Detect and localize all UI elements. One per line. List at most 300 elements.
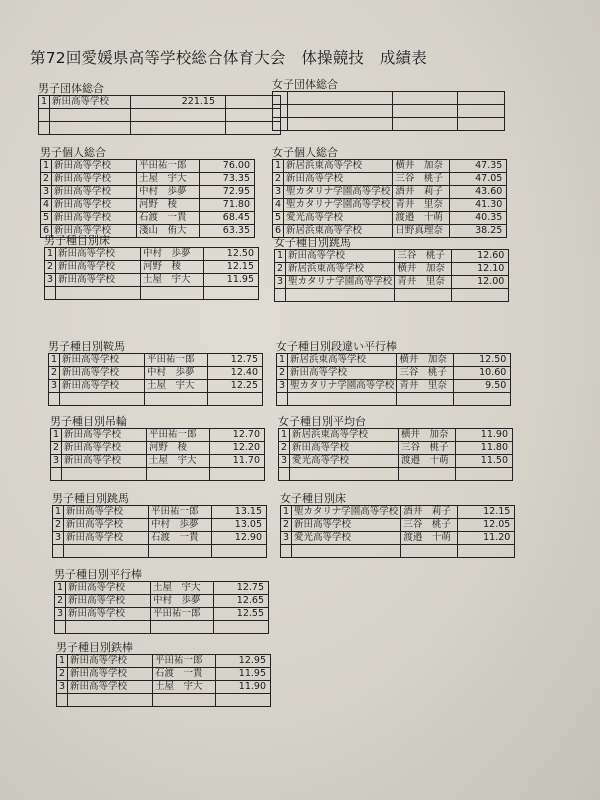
table-row [41,212,255,225]
empty-cell [458,105,505,118]
athlete-cell: 土屋 宇大 [141,274,204,287]
empty-cell [458,92,505,105]
table-row [39,122,281,135]
athlete-cell: 青井 里奈 [395,276,452,289]
athlete-cell: 横井 加奈 [397,354,454,367]
school-cell: 新田高等学校 [68,681,153,694]
male-event-section [48,340,263,406]
empty-cell [275,289,286,302]
table-row [279,468,513,481]
section-heading: 女子種目別平均台 [278,415,366,428]
empty-cell [393,92,458,105]
empty-cell [204,287,259,300]
empty-cell [131,109,226,122]
athlete-cell: 平田祐一郎 [145,354,208,367]
athlete-cell: 三谷 桃子 [393,173,450,186]
rank-cell: 3 [51,455,62,468]
empty-cell [273,92,288,105]
rank-cell: 2 [49,367,60,380]
athlete-cell: 土屋 宇大 [147,455,210,468]
table-row [41,173,255,186]
empty-cell [149,545,212,558]
school-cell: 新田高等学校 [288,367,397,380]
school-cell: 新田高等学校 [52,160,137,173]
empty-cell [292,545,401,558]
athlete-cell: 渡邉 十萌 [399,455,456,468]
score-cell: 12.95 [216,655,271,668]
empty-cell [60,393,145,406]
athlete-cell: 青井 里奈 [393,199,450,212]
table-row [279,442,513,455]
table-row [45,274,259,287]
section-heading: 男子種目別吊輪 [50,415,127,428]
empty-cell [458,545,515,558]
empty-cell [456,468,513,481]
empty-cell [145,393,208,406]
rank-cell: 2 [51,442,62,455]
empty-cell [401,545,458,558]
male-team-section [38,82,281,135]
school-cell: 新田高等学校 [52,199,137,212]
table-row [53,545,267,558]
empty-cell [39,109,50,122]
athlete-cell: 青井 里奈 [397,380,454,393]
athlete-cell: 酒井 莉子 [401,506,458,519]
score-cell: 11.20 [458,532,515,545]
rank-cell: 2 [277,367,288,380]
rank-cell: 3 [275,276,286,289]
score-cell: 11.95 [204,274,259,287]
rank-cell: 1 [49,354,60,367]
table-row [39,96,281,109]
results-table [52,505,267,558]
score-cell: 73.35 [200,173,255,186]
table-row [55,582,269,595]
table-row [57,694,271,707]
rank-cell: 3 [55,608,66,621]
table-row [273,186,507,199]
rank-cell: 2 [281,519,292,532]
table-row [277,393,511,406]
results-table [38,95,281,135]
female-event-section [272,146,507,238]
results-table [272,159,507,238]
empty-cell [458,118,505,131]
male-event-section [54,568,269,634]
table-row [45,248,259,261]
rank-cell: 2 [45,261,56,274]
table-row [279,455,513,468]
score-cell: 47.05 [450,173,507,186]
rank-cell: 2 [53,519,64,532]
rank-cell: 1 [57,655,68,668]
athlete-cell: 石渡 一貴 [137,212,200,225]
rank-cell: 2 [275,263,286,276]
school-cell: 新田高等学校 [60,367,145,380]
rank-cell: 5 [273,212,284,225]
table-row [273,92,505,105]
empty-cell [141,287,204,300]
results-table [44,247,259,300]
section-heading: 男子種目別跳馬 [52,492,129,505]
school-cell: 新田高等学校 [64,519,149,532]
school-cell: 新田高等学校 [62,455,147,468]
empty-cell [45,287,56,300]
rank-cell: 3 [277,380,288,393]
school-cell: 新田高等学校 [62,429,147,442]
male-event-section [44,234,259,300]
table-row [41,199,255,212]
empty-cell [57,694,68,707]
table-row [277,380,511,393]
female-team-section [272,78,505,131]
school-cell: 新田高等学校 [60,354,145,367]
rank-cell: 2 [41,173,52,186]
athlete-cell: 渡邉 十萌 [401,532,458,545]
empty-cell [288,393,397,406]
score-cell: 9.50 [454,380,511,393]
school-cell: 新田高等学校 [52,212,137,225]
empty-cell [49,393,60,406]
school-cell: 聖カタリナ学園高等学校 [284,199,393,212]
table-row [277,354,511,367]
score-cell: 12.15 [204,261,259,274]
school-cell: 新田高等学校 [284,173,393,186]
table-row [41,160,255,173]
score-cell: 11.80 [456,442,513,455]
empty-cell [50,122,131,135]
table-row [55,608,269,621]
score-cell: 12.50 [204,248,259,261]
male-event-section [40,146,255,238]
score-cell: 12.55 [214,608,269,621]
athlete-cell: 酒井 莉子 [393,186,450,199]
rank-cell: 4 [41,199,52,212]
school-cell: 新居浜東高等学校 [290,429,399,442]
empty-cell [273,105,288,118]
score-cell: 13.15 [212,506,267,519]
empty-cell [210,468,265,481]
athlete-cell: 渡邉 十萌 [393,212,450,225]
athlete-cell: 土屋 宇大 [151,582,214,595]
score-cell: 47.35 [450,160,507,173]
athlete-cell: 河野 稜 [137,199,200,212]
athlete-cell: 中村 歩夢 [145,367,208,380]
score-cell: 41.30 [450,199,507,212]
athlete-cell: 土屋 宇大 [145,380,208,393]
athlete-cell: 三谷 桃子 [395,250,452,263]
empty-cell [288,105,393,118]
empty-cell [212,545,267,558]
score-cell: 68.45 [200,212,255,225]
rank-cell: 2 [55,595,66,608]
table-row [273,199,507,212]
score-cell: 71.80 [200,199,255,212]
score-cell: 12.20 [210,442,265,455]
empty-cell [214,621,269,634]
results-table [50,428,265,481]
rank-cell: 3 [49,380,60,393]
athlete-cell: 河野 稜 [147,442,210,455]
school-cell: 聖カタリナ学園高等学校 [292,506,401,519]
athlete-cell: 石渡 一貴 [153,668,216,681]
school-cell: 新田高等学校 [56,261,141,274]
table-row [51,429,265,442]
table-row [45,287,259,300]
score-cell: 12.70 [210,429,265,442]
empty-cell [273,118,288,131]
rank-cell: 2 [57,668,68,681]
rank-cell: 1 [281,506,292,519]
empty-cell [68,694,153,707]
table-row [55,621,269,634]
athlete-cell: 中村 歩夢 [149,519,212,532]
empty-cell [153,694,216,707]
table-row [273,105,505,118]
table-row [281,519,515,532]
rank-cell: 3 [279,455,290,468]
table-row [55,595,269,608]
athlete-cell: 横井 加奈 [393,160,450,173]
results-table [272,91,505,131]
table-row [281,545,515,558]
athlete-cell: 中村 歩夢 [151,595,214,608]
table-row [49,380,263,393]
score-cell: 11.90 [456,429,513,442]
athlete-cell: 日野真理奈 [393,225,450,238]
empty-cell [393,118,458,131]
empty-cell [56,287,141,300]
score-cell: 12.90 [212,532,267,545]
rank-cell: 3 [53,532,64,545]
score-cell: 63.35 [200,225,255,238]
score-cell: 43.60 [450,186,507,199]
section-heading: 男子種目別平行棒 [54,568,142,581]
female-event-section [280,492,515,558]
empty-cell [286,289,395,302]
empty-cell [277,393,288,406]
athlete-cell: 土屋 宇大 [153,681,216,694]
school-cell: 新田高等学校 [286,250,395,263]
score-cell: 12.50 [454,354,511,367]
empty-cell [50,109,131,122]
score-cell: 40.35 [450,212,507,225]
rank-cell: 3 [281,532,292,545]
school-cell: 新田高等学校 [292,519,401,532]
school-cell: 新田高等学校 [64,532,149,545]
female-event-section [274,236,509,302]
score-cell: 12.15 [458,506,515,519]
empty-cell [64,545,149,558]
rank-cell: 6 [273,225,284,238]
score-cell: 10.60 [454,367,511,380]
table-row [275,289,509,302]
empty-cell [55,621,66,634]
score-cell: 12.60 [452,250,509,263]
section-heading: 女子種目別跳馬 [274,236,351,249]
empty-cell [151,621,214,634]
school-cell: 聖カタリナ学園高等学校 [284,186,393,199]
empty-cell [216,694,271,707]
table-row [273,173,507,186]
athlete-cell: 平田祐一郎 [151,608,214,621]
rank-cell: 6 [41,225,52,238]
page-title: 第72回愛媛県高等学校総合体育大会 体操競技 成績表 [30,49,427,67]
score-cell: 11.50 [456,455,513,468]
score-cell: 11.95 [216,668,271,681]
table-row [53,506,267,519]
rank-cell: 1 [55,582,66,595]
athlete-cell: 淺山 侑大 [137,225,200,238]
table-row [49,354,263,367]
section-heading: 女子団体総合 [272,78,338,91]
rank-cell: 3 [57,681,68,694]
school-cell: 愛光高等学校 [292,532,401,545]
section-heading: 男子種目別床 [44,234,110,247]
results-table [54,581,269,634]
empty-cell [454,393,511,406]
results-table [274,249,509,302]
athlete-cell: 平田祐一郎 [153,655,216,668]
score-cell: 76.00 [200,160,255,173]
athlete-cell: 土屋 宇大 [137,173,200,186]
school-cell: 新田高等学校 [64,506,149,519]
athlete-cell: 平田祐一郎 [137,160,200,173]
rank-cell: 1 [279,429,290,442]
table-row [281,532,515,545]
athlete-cell: 中村 歩夢 [141,248,204,261]
empty-cell [395,289,452,302]
rank-cell: 1 [51,429,62,442]
rank-cell: 4 [273,199,284,212]
table-row [51,468,265,481]
school-cell: 新田高等学校 [66,582,151,595]
section-heading: 男子団体総合 [38,82,104,95]
school-cell: 新居浜東高等学校 [284,225,393,238]
results-table [280,505,515,558]
score-cell: 12.00 [452,276,509,289]
school-cell: 新田高等学校 [52,186,137,199]
section-heading: 男子個人総合 [40,146,106,159]
table-row [39,109,281,122]
table-row [273,118,505,131]
rank-cell: 1 [53,506,64,519]
empty-cell [51,468,62,481]
empty-cell [147,468,210,481]
school-cell: 新田高等学校 [52,225,137,238]
table-row [41,186,255,199]
score-cell: 221.15 [131,96,226,109]
score-cell: 12.25 [208,380,263,393]
score-cell: 12.05 [458,519,515,532]
female-event-section [276,340,511,406]
score-cell: 12.40 [208,367,263,380]
table-row [279,429,513,442]
results-table [276,353,511,406]
school-cell: 新田高等学校 [68,655,153,668]
athlete-cell: 中村 歩夢 [137,186,200,199]
empty-cell [208,393,263,406]
athlete-cell: 三谷 桃子 [399,442,456,455]
rank-cell: 1 [41,160,52,173]
table-row [273,212,507,225]
table-row [57,655,271,668]
score-cell: 12.75 [214,582,269,595]
male-event-section [50,415,265,481]
table-row [53,532,267,545]
empty-cell [399,468,456,481]
empty-cell [66,621,151,634]
empty-cell [279,468,290,481]
empty-cell [131,122,226,135]
results-table [278,428,513,481]
school-cell: 新田高等学校 [56,274,141,287]
table-row [51,455,265,468]
athlete-cell: 河野 稜 [141,261,204,274]
table-row [45,261,259,274]
school-cell: 新田高等学校 [66,595,151,608]
empty-cell [62,468,147,481]
athlete-cell: 三谷 桃子 [401,519,458,532]
table-row [281,506,515,519]
school-cell: 新田高等学校 [60,380,145,393]
rank-cell: 3 [45,274,56,287]
score-cell: 72.95 [200,186,255,199]
score-cell: 13.05 [212,519,267,532]
school-cell: 愛光高等学校 [284,212,393,225]
table-row [49,393,263,406]
table-row [275,263,509,276]
empty-cell [288,92,393,105]
school-cell: 聖カタリナ学園高等学校 [288,380,397,393]
rank-cell: 5 [41,212,52,225]
male-event-section [52,492,267,558]
school-cell: 新田高等学校 [66,608,151,621]
rank-cell: 2 [273,173,284,186]
results-table [56,654,271,707]
school-cell: 新田高等学校 [52,173,137,186]
table-row [275,276,509,289]
score-cell: 11.90 [216,681,271,694]
empty-cell [53,545,64,558]
athlete-cell: 平田祐一郎 [147,429,210,442]
school-cell: 新田高等学校 [56,248,141,261]
school-cell: 新田高等学校 [290,442,399,455]
rank-cell: 1 [277,354,288,367]
table-row [57,681,271,694]
male-event-section [56,641,271,707]
table-row [53,519,267,532]
empty-cell [281,545,292,558]
school-cell: 愛光高等学校 [290,455,399,468]
athlete-cell: 石渡 一貴 [149,532,212,545]
rank-cell: 3 [273,186,284,199]
rank-cell: 2 [279,442,290,455]
athlete-cell: 三谷 桃子 [397,367,454,380]
rank-cell: 1 [45,248,56,261]
empty-cell [393,105,458,118]
score-cell: 11.70 [210,455,265,468]
empty-cell [397,393,454,406]
table-row [57,668,271,681]
athlete-cell: 平田祐一郎 [149,506,212,519]
table-row [275,250,509,263]
rank-cell: 3 [41,186,52,199]
school-cell: 新居浜東高等学校 [288,354,397,367]
rank-cell: 1 [275,250,286,263]
school-cell: 新田高等学校 [50,96,131,109]
empty-cell [452,289,509,302]
